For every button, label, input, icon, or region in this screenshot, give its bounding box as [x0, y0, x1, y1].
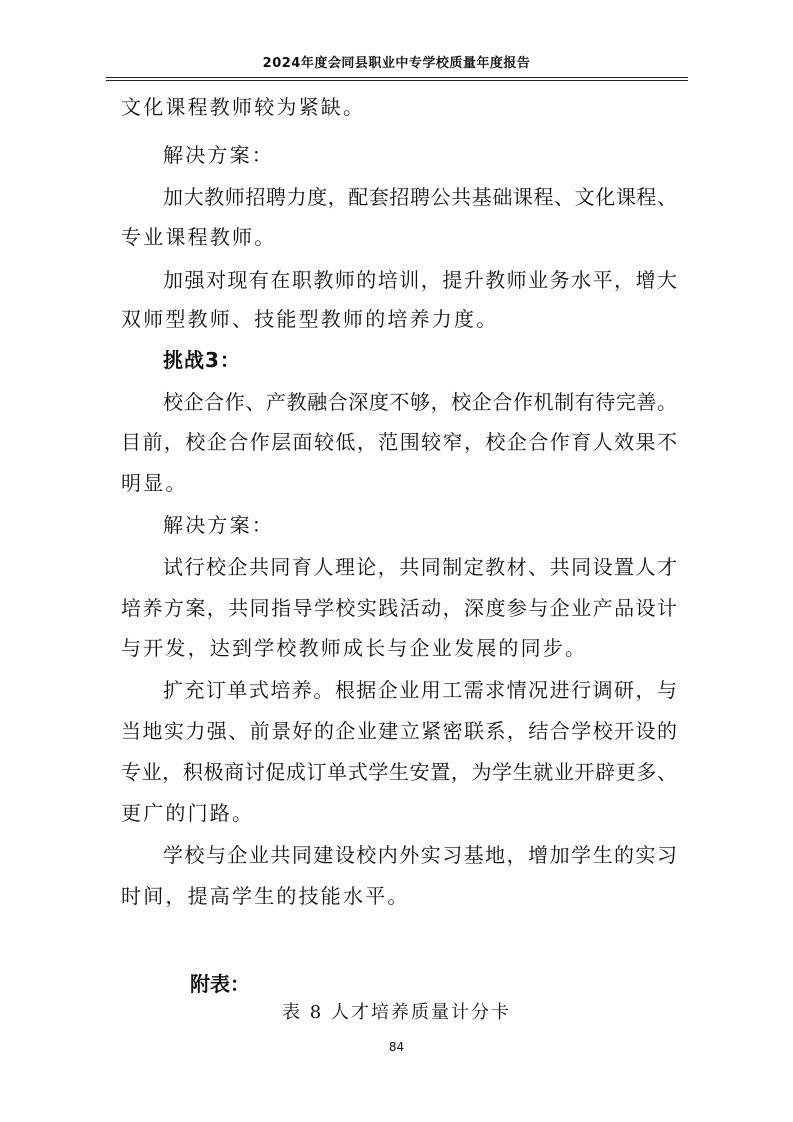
body-line: 扩充订单式培养。根据企业用工需求情况进行调研，与 — [163, 678, 677, 702]
header-rule-bottom — [106, 80, 688, 81]
body-line: 加大教师招聘力度，配套招聘公共基础课程、文化课程、 — [163, 185, 677, 209]
table-title: 表 8 人才培养质量计分卡 — [282, 1002, 511, 1023]
body-line: 解决方案： — [163, 513, 274, 537]
header-rule-top — [106, 77, 688, 78]
body-line: 更广的门路。 — [121, 801, 255, 825]
body-line: 文化课程教师较为紧缺。 — [121, 95, 366, 119]
body-line: 明显。 — [121, 471, 188, 495]
body-line: 专业，积极商讨促成订单式学生安置，为学生就业开辟更多、 — [121, 760, 677, 784]
body-line: 时间，提高学生的技能水平。 — [121, 884, 410, 908]
page-number: 84 — [388, 1040, 405, 1054]
body-line: 校企合作、产教融合深度不够，校企合作机制有待完善。 — [163, 390, 677, 414]
body-line: 学校与企业共同建设校内外实习基地，增加学生的实习 — [163, 843, 677, 867]
body-line: 试行校企共同育人理论，共同制定教材、共同设置人才 — [163, 555, 677, 579]
section-heading: 挑战3： — [163, 348, 241, 372]
body-line: 目前，校企合作层面较低，范围较窄，校企合作育人效果不 — [121, 430, 677, 454]
body-line: 当地实力强、前景好的企业建立紧密联系，结合学校开设的 — [121, 719, 677, 743]
body-line: 与开发，达到学校教师成长与企业发展的同步。 — [121, 636, 588, 660]
body-line: 专业课程教师。 — [121, 225, 277, 249]
header-title: 2024年度会同县职业中专学校质量年度报告 — [262, 56, 531, 71]
appendix-label: 附表： — [190, 972, 250, 996]
body-line: 培养方案，共同指导学校实践活动，深度参与企业产品设计 — [121, 596, 677, 620]
body-line: 加强对现有在职教师的培训，提升教师业务水平，增大 — [163, 268, 677, 292]
body-line: 双师型教师、技能型教师的培养力度。 — [121, 307, 499, 331]
body-line: 解决方案： — [163, 143, 274, 167]
